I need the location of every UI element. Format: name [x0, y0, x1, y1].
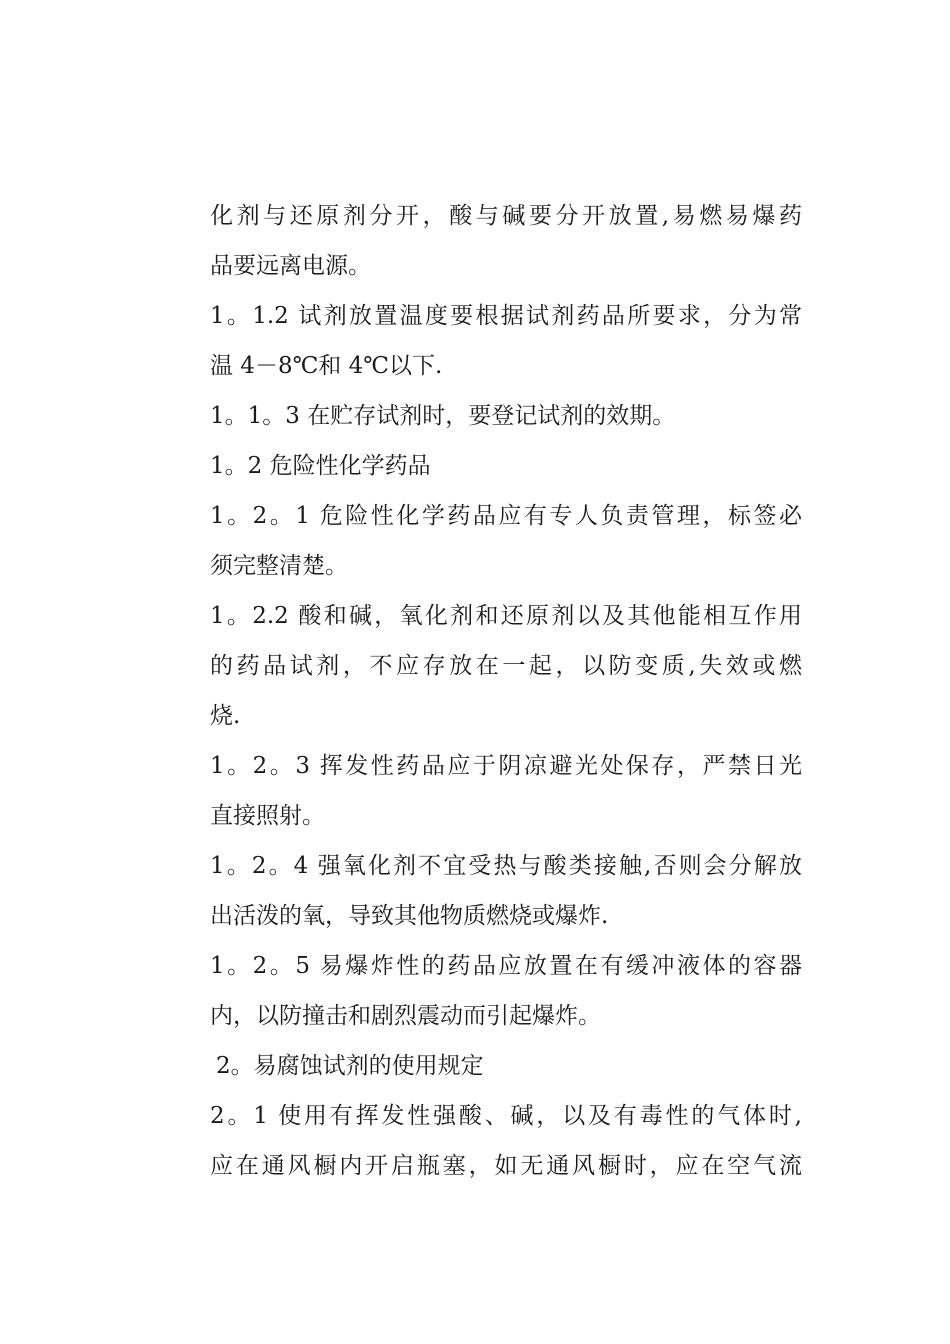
- text-line: 的药品试剂，不应存放在一起，以防变质,失效或燃: [210, 653, 802, 679]
- text-line: 品要远离电源。: [210, 253, 371, 279]
- text-line: 烧.: [210, 703, 241, 729]
- text-line: 2。1 使用有挥发性强酸、碱，以及有毒性的气体时,: [210, 1103, 802, 1129]
- text-line: 1。2.2 酸和碱，氧化剂和还原剂以及其他能相互作用: [210, 603, 802, 629]
- section-heading: 2。易腐蚀试剂的使用规定: [216, 1053, 484, 1079]
- text-line: 温 4－8℃和 4℃以下.: [210, 353, 443, 379]
- document-body: [210, 191, 802, 1191]
- text-line: 1。2。4 强氧化剂不宜受热与酸类接触,否则会分解放: [210, 853, 802, 879]
- text-line: 1。2。5 易爆炸性的药品应放置在有缓冲液体的容器: [210, 953, 802, 979]
- text-line: 1。1.2 试剂放置温度要根据试剂药品所要求，分为常: [210, 303, 802, 329]
- text-line: 直接照射。: [210, 803, 325, 829]
- text-line: 内，以防撞击和剧烈震动而引起爆炸。: [210, 1003, 601, 1029]
- text-line: 1。2。3 挥发性药品应于阴凉避光处保存，严禁日光: [210, 753, 802, 779]
- text-line: 化剂与还原剂分开，酸与碱要分开放置,易燃易爆药: [210, 203, 802, 229]
- text-line: 出活泼的氧，导致其他物质燃烧或爆炸.: [210, 903, 609, 929]
- section-heading: 1。2 危险性化学药品: [210, 453, 431, 479]
- text-line: 1。2。1 危险性化学药品应有专人负责管理，标签必: [210, 503, 802, 529]
- text-line: 应在通风橱内开启瓶塞，如无通风橱时，应在空气流: [210, 1153, 802, 1179]
- text-line: 1。1。3 在贮存试剂时，要登记试剂的效期。: [210, 403, 676, 429]
- text-line: 须完整清楚。: [210, 553, 348, 579]
